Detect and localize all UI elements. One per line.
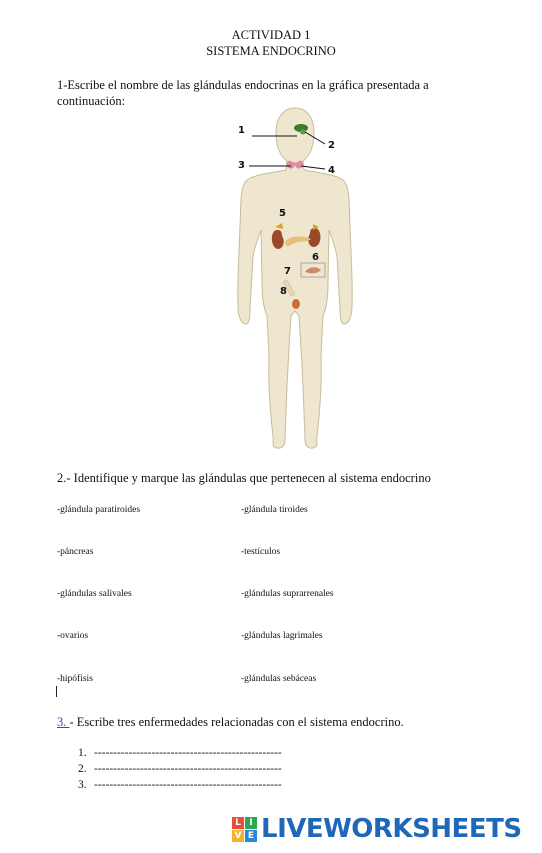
question-3-number: 3. — [57, 715, 70, 729]
figure-label-2: 2 — [328, 140, 335, 151]
page-subtitle: SISTEMA ENDOCRINO — [206, 44, 336, 58]
logo-tile-i: I — [245, 817, 257, 829]
answer-number: 1. — [78, 747, 87, 759]
figure-label-1: 1 — [238, 125, 245, 136]
answer-row[interactable] — [78, 763, 282, 779]
option-sebaceas[interactable]: -glándulas sebáceas — [241, 674, 317, 684]
figure-label-7: 7 — [284, 266, 291, 277]
option-ovarios[interactable]: -ovarios — [57, 631, 89, 641]
figure-label-6: 6 — [312, 252, 319, 263]
text-cursor — [56, 686, 57, 697]
question-3 — [57, 715, 404, 730]
question-3-text: - Escribe tres enfermedades relacionadas con el sistema endocrino. — [69, 715, 404, 729]
option-salivales[interactable]: -glándulas salivales — [57, 589, 132, 599]
option-lagrimales[interactable]: -glándulas lagrimales — [241, 631, 323, 641]
figure-label-5: 5 — [279, 208, 286, 219]
answer-line[interactable]: ------------------------------------------------- — [94, 763, 282, 775]
question-1-text: 1-Escribe el nombre de las glándulas endocrinas en la gráfica presentada a continuación: — [57, 78, 429, 108]
logo-text: LIVEWORKSHEETS — [261, 814, 522, 844]
endocrine-body-figure — [225, 106, 365, 451]
option-paratiroides[interactable]: -glándula paratiroides — [57, 505, 141, 515]
logo-icon — [232, 817, 257, 842]
option-suprarrenales[interactable]: -glándulas suprarrenales — [241, 589, 334, 599]
answer-list — [78, 747, 282, 795]
option-hipofisis[interactable]: -hipófisis — [57, 674, 93, 684]
page-title: ACTIVIDAD 1 — [231, 28, 311, 42]
answer-line[interactable]: ------------------------------------------------- — [94, 747, 282, 759]
option-testiculos[interactable]: -testículos — [241, 547, 281, 557]
figure-label-3: 3 — [238, 160, 245, 171]
liveworksheets-logo — [232, 814, 522, 844]
body-silhouette — [238, 108, 353, 448]
logo-tile-e: E — [245, 830, 257, 842]
option-tiroides[interactable]: -glándula tiroides — [241, 505, 308, 515]
logo-tile-l: L — [232, 817, 244, 829]
question-2-text: 2.- Identifique y marque las glándulas que pertenecen al sistema endocrino — [57, 471, 431, 485]
logo-tile-v: V — [232, 830, 244, 842]
option-pancreas[interactable]: -páncreas — [57, 547, 94, 557]
testis — [292, 299, 300, 309]
answer-row[interactable] — [78, 779, 282, 795]
figure-label-4: 4 — [328, 165, 335, 176]
answer-number: 3. — [78, 779, 87, 791]
answer-row[interactable] — [78, 747, 282, 763]
figure-label-8: 8 — [280, 286, 287, 297]
answer-line[interactable]: ------------------------------------------------- — [94, 779, 282, 791]
answer-number: 2. — [78, 763, 87, 775]
